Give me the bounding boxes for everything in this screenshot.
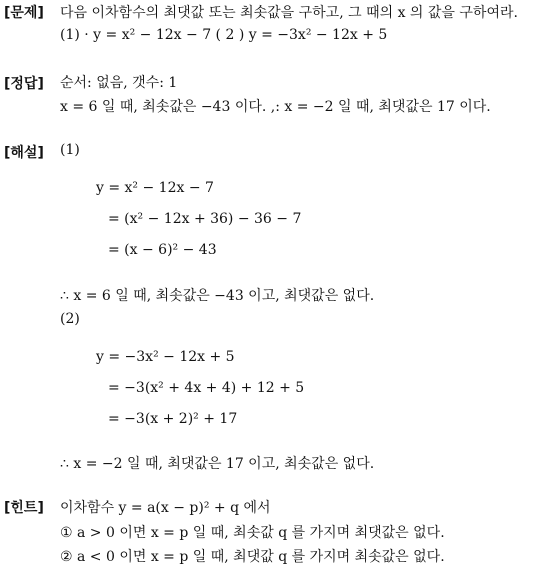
solution-part1-label: (1) xyxy=(60,142,80,158)
solution-part1-eq2: = (x² − 12x + 36) − 36 − 7 xyxy=(108,211,302,227)
solution-part1-conclusion: ∴ x = 6 일 때, 최솟값은 −43 이고, 최댓값은 없다. xyxy=(60,288,375,304)
hint-line-1: 이차함수 y = a(x − p)² + q 에서 xyxy=(60,500,271,516)
solution-part2-eq1: y = −3x² − 12x + 5 xyxy=(96,349,235,365)
solution-part2-label: (2) xyxy=(60,311,80,327)
solution-part2-eq3: = −3(x + 2)² + 17 xyxy=(108,411,238,427)
hint-label: [힌트] xyxy=(4,500,44,516)
hint-line-3: ② a < 0 이면 x = p 일 때, 최댓값 q 를 가지며 최솟값은 없다. xyxy=(60,549,445,565)
solution-part1-eq1: y = x² − 12x − 7 xyxy=(96,180,214,196)
hint-line-2: ① a > 0 이면 x = p 일 때, 최솟값 q 를 가지며 최댓값은 없다. xyxy=(60,525,445,541)
problem-statement: 다음 이차함수의 최댓값 또는 최솟값을 구하고, 그 때의 x 의 값을 구하여라. xyxy=(60,5,518,21)
solution-part1-eq3: = (x − 6)² − 43 xyxy=(108,242,217,258)
answer-label: [정답] xyxy=(4,76,44,92)
problem-label: [문제] xyxy=(4,5,44,21)
solution-part2-eq2: = −3(x² + 4x + 4) + 12 + 5 xyxy=(108,380,305,396)
answer-text: x = 6 일 때, 최솟값은 −43 이다. ,: x = −2 일 때, 최댓값은 17 이다. xyxy=(60,99,491,115)
solution-label: [해설] xyxy=(4,145,44,161)
solution-part2-conclusion: ∴ x = −2 일 때, 최댓값은 17 이고, 최솟값은 없다. xyxy=(60,456,375,472)
problem-subquestions: (1) · y = x² − 12x − 7 ( 2 ) y = −3x² − 12x + 5 xyxy=(60,27,388,43)
answer-meta: 순서: 없음, 갯수: 1 xyxy=(60,75,178,91)
